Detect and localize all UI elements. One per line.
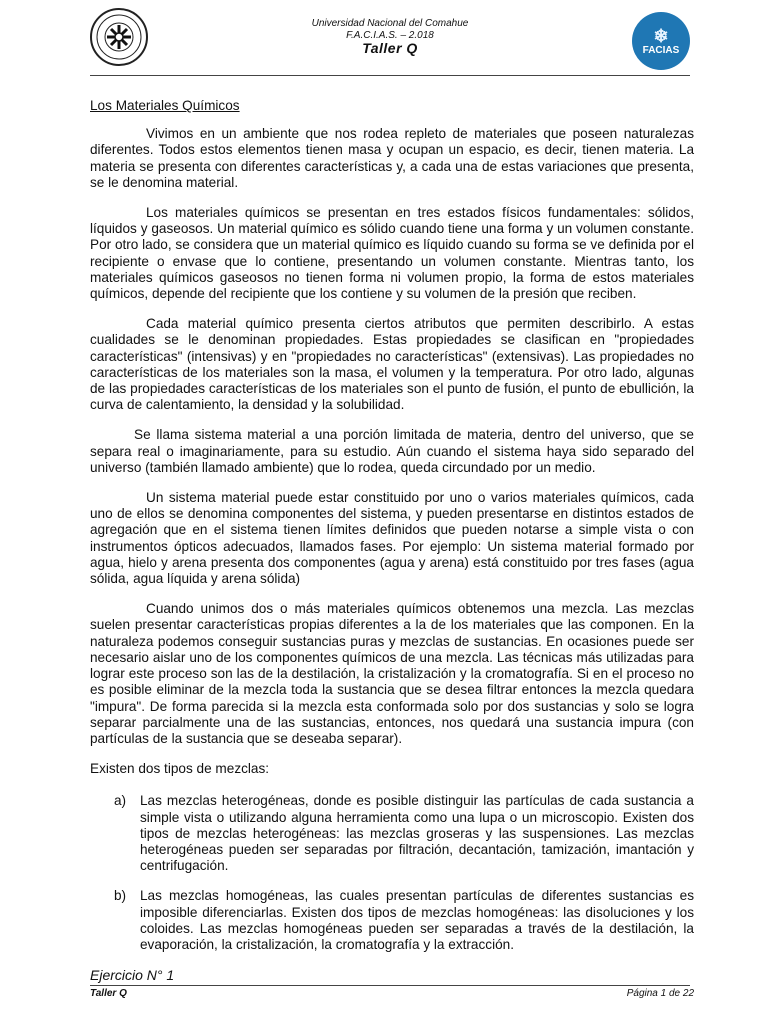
page-number: Página 1 de 22 — [626, 988, 694, 999]
university-name: Universidad Nacional del Comahue — [311, 18, 469, 29]
header-text-block — [230, 18, 550, 54]
faculty-year: F.A.C.I.A.S. – 2.018 — [346, 30, 434, 41]
paragraph: Cuando unimos dos o más materiales químicos obtenemos una mezcla. Las mezclas suelen presentar características propias diferentes a la de los materiales que las componen. En la naturaleza podemos conseguir sustancias puras y mezclas de sustancias. En ocasiones puede ser necesario aislar uno de los componentes químicos de una mezcla. Las técnicas más utilizadas para lograr este proceso son las de la destilación, la cristalización y la cromatografía. Si en el proceso no es posible eliminar de la mezcla toda la sustancia que se desea filtrar entonces la mezcla quedara "impura". De forma parecida si la mezcla esta conformada solo por dos sustancias y solo se logra separar parcialmente una de las sustancias, entonces, nos quedará una sustancia impura (con partículas de la sustancia que se deseaba separar). — [90, 601, 694, 746]
facias-logo — [632, 12, 690, 70]
paragraph: Se llama sistema material a una porción limitada de materia, dentro del universo, que se separa real o imaginariamente, para su estudio. Aún cuando el sistema haya sido separado del universo (también llamado ambiente) que lo rodea, queda circundado por un medio. — [90, 427, 694, 475]
list-lead: Existen dos tipos de mezclas: — [90, 761, 270, 777]
paragraph: Vivimos en un ambiente que nos rodea repleto de materiales que poseen naturalezas diferentes. Todos estos elementos tienen masa y ocupan un espacio, es decir, tienen materia. La materia se presenta con diferentes características y, a cada una de estas variaciones que presenta, se le denomina material. — [90, 126, 694, 190]
header-divider — [90, 75, 690, 76]
paragraph: Los materiales químicos se presentan en tres estados físicos fundamentales: sólidos, líquidos y gaseosos. Un material químico es sólido cuando tiene una forma y un volumen constante. Por otro lado, se considera que un material químico es líquido cuando su forma se ve definida por el recipiente o envase que lo contiene, presentando un volumen constante. Mientras tanto, los materiales químicos gaseosos no tienen forma ni volumen propio, la forma de estos materiales químicos, depende del recipiente que los contiene y su volumen de la presión que reciben. — [90, 205, 694, 302]
document-body — [90, 98, 694, 983]
university-seal — [90, 8, 148, 66]
paragraph: Un sistema material puede estar constituido por uno o varios materiales químicos, cada uno de ellos se denomina componentes del sistema, y pueden presentarse en distintos estados de agregación que en el sistema tienen límites definidos que pueden notarse a simple vista o con instrumentos ópticos adecuados, llamados fases. Por ejemplo: Un sistema material formado por agua, hielo y arena presenta dos componentes (agua y arena) está constituido por tres fases (agua sólida, agua líquida y arena sólida) — [90, 490, 694, 587]
page-header — [90, 8, 690, 74]
snowflake-icon: ❄ — [653, 25, 669, 46]
footer-taller-q-logo: Taller Q — [90, 988, 127, 999]
list-item — [90, 888, 694, 953]
list-item — [90, 793, 694, 874]
list-marker: a) — [114, 793, 127, 809]
list-item-text: Las mezclas homogéneas, las cuales presentan partículas de diferentes sustancias es imposible diferenciarlas. Existen dos tipos de mezclas homogéneas: las disoluciones y los coloides. Las mezclas homogéneas pueden ser separadas a través de la destilación, la evaporación, la cristalización, la cromatografía y la extracción. — [140, 888, 694, 952]
taller-q-logo: Taller Q — [362, 40, 418, 56]
document-title: Los Materiales Químicos — [90, 98, 240, 113]
page-footer — [90, 988, 694, 1004]
footer-divider — [90, 985, 690, 986]
list-item-text: Las mezclas heterogéneas, donde es posible distinguir las partículas de cada sustancia a simple vista o utilizando alguna herramienta como una lupa o un microscopio. Existen dos tipos de mezclas heterogéneas: las mezclas groseras y las suspensiones. Las mezclas heterogéneas pueden ser separadas por filtración, decantación, tamización, imantación y centrifugación. — [140, 793, 694, 874]
exercise-heading: Ejercicio N° 1 — [90, 967, 175, 984]
list-marker: b) — [114, 888, 127, 904]
paragraph: Cada material químico presenta ciertos atributos que permiten describirlo. A estas cualidades se le denominan propiedades. Estas propiedades se clasifican en "propiedades características" (intensivas) y en "propiedades no características" (extensivas). Las propiedades no características de los materiales son la masa, el volumen y la temperatura. Por otro lado, algunas de las propiedades características de los materiales son el punto de fusión, el punto de ebullición, la curva de calentamiento, la densidad y la solubilidad. — [90, 316, 694, 413]
mixture-types-list — [90, 793, 694, 953]
seal-emblem-icon — [94, 12, 144, 62]
facias-label: FACIAS — [642, 44, 680, 56]
